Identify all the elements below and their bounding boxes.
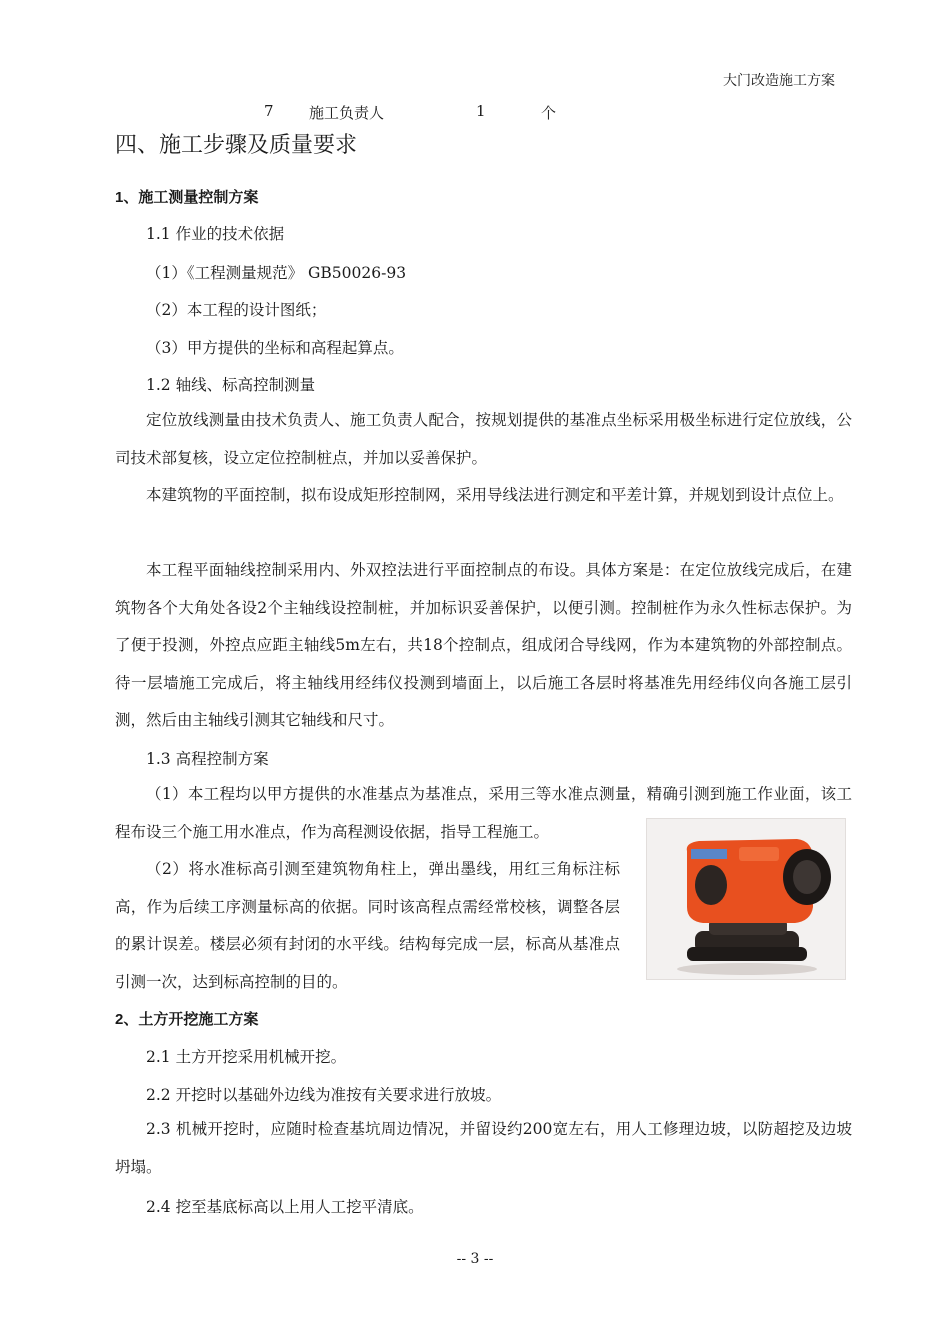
excavation-item-3: 2.3 机械开挖时，应随时检查基坑周边情况，并留设约200宽左右，用人工修理边坡，以防超挖及边坡坍塌。 <box>115 1120 852 1176</box>
heading-1-1: 1.1 作业的技术依据 <box>146 225 285 243</box>
page-number: -- 3 -- <box>456 1251 494 1267</box>
subsection-heading-1 <box>115 186 258 207</box>
subsection-number: 2 <box>115 1011 124 1028</box>
excavation-item-4: 2.4 挖至基底标高以上用人工挖平清底。 <box>146 1198 424 1216</box>
subsection-heading-2 <box>115 1008 258 1029</box>
row-number: 7 <box>264 102 274 120</box>
paragraph-benchmark: （1）本工程均以甲方提供的水准基点为基准点，采用三等水准点测量，精确引测到施工作业面，该工程布设三个施工用水准点，作为高程测设依据，指导工程施工。 <box>115 785 852 841</box>
reference-item-1: （1）《工程测量规范》 GB50026-93 <box>146 264 407 282</box>
excavation-item-1: 2.1 土方开挖采用机械开挖。 <box>146 1048 347 1066</box>
row-quantity: 1 <box>476 102 486 120</box>
section-title: 四、施工步骤及质量要求 <box>115 133 358 158</box>
paragraph-axis-control: 本工程平面轴线控制采用内、外双控法进行平面控制点的布设。具体方案是：在定位放线完成后，在建筑物各个大角处各设2个主轴线设控制桩，并加标识妥善保护，以便引测。控制桩作为永久性标志保护。为了便于投测，外控点应距主轴线5m左右，共18个控制点，组成闭合导线网，作为本建筑物的外部控制点。待一层墙施工完成后，将主轴线用经纬仪投测到墙面上，以后施工各层时将基准先用经纬仪向各施工层引测，然后由主轴线引测其它轴线和尺寸。 <box>115 561 852 729</box>
reference-item-2: （2）本工程的设计图纸； <box>146 301 327 319</box>
paragraph-positioning: 定位放线测量由技术负责人、施工负责人配合，按规划提供的基准点坐标采用极坐标进行定位放线，公司技术部复核，设立定位控制桩点，并加以妥善保护。 <box>115 411 852 467</box>
row-unit: 个 <box>541 104 557 122</box>
heading-1-3: 1.3 高程控制方案 <box>146 750 269 768</box>
excavation-item-2: 2.2 开挖时以基础外边线为准按有关要求进行放坡。 <box>146 1086 502 1104</box>
document-header-title: 大门改造施工方案 <box>723 73 835 89</box>
row-role: 施工负责人 <box>309 104 385 122</box>
paragraph-elevation: （2）将水准标高引测至建筑物角柱上，弹出墨线，用红三角标注标高，作为后续工序测量标高的依据。同时该高程点需经常校核，调整各层的累计误差。楼层必须有封闭的水平线。结构每完成一层，标高从基准点引测一次，达到标高控制的目的。 <box>115 860 620 991</box>
reference-item-3: （3）甲方提供的坐标和高程起算点。 <box>146 339 404 357</box>
paragraph-plane-control: 本建筑物的平面控制，拟布设成矩形控制网，采用导线法进行测定和平差计算，并规划到设计点位上。 <box>146 486 844 504</box>
leveling-instrument-image <box>646 818 846 980</box>
subsection-number: 1 <box>115 189 124 206</box>
subsection-title: 、施工测量控制方案 <box>123 188 259 206</box>
subsection-title: 、土方开挖施工方案 <box>123 1010 259 1028</box>
leveling-instrument-icon <box>647 819 845 979</box>
heading-1-2: 1.2 轴线、标高控制测量 <box>146 376 316 394</box>
